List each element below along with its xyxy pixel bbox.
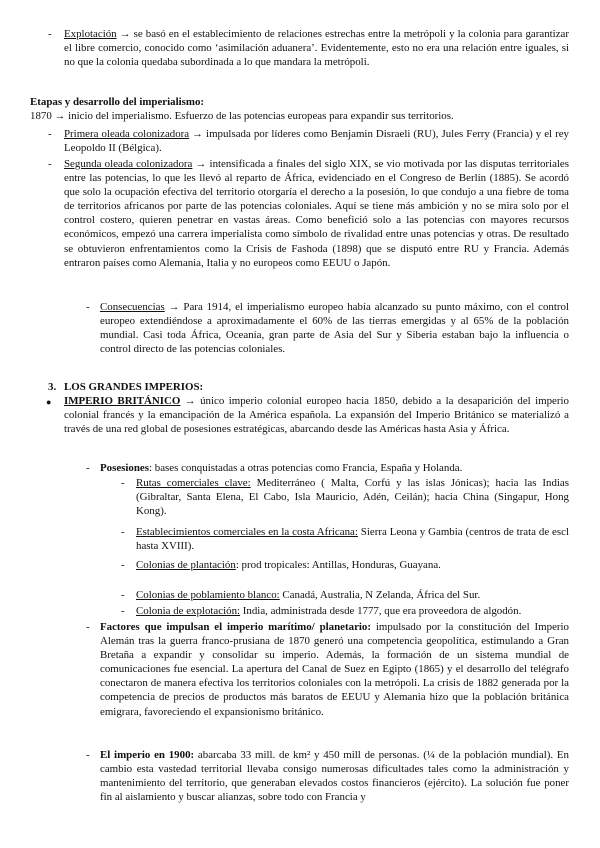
rutas-comerciales-text: Mediterráneo ( Malta, Corfú y las islas Jónicas); hacia las Indias (Gibraltar, Santa Elena, El Cabo, Isla Mauricio, Adén, Ceilán); hacia China (Singapur, Hong Kong).	[136, 477, 569, 518]
list-dash: -	[86, 749, 90, 761]
colonias-plantacion-text: : prod tropicales: Antillas, Honduras, Guayana.	[235, 559, 441, 571]
colonias-plantacion-term: Colonias de plantación	[136, 559, 236, 571]
list-dash: -	[121, 477, 125, 489]
imperio-britanico-item	[64, 394, 569, 436]
list-dash: -	[121, 526, 125, 538]
factores-label: Factores que impulsan el imperio marítimo/ planetario:	[100, 621, 372, 633]
explotacion-item	[64, 27, 569, 69]
list-dash: -	[86, 301, 90, 313]
segunda-oleada-text: → intensificada a finales del siglo XIX, se vio motivada por las disputas territoriales entre las potencias, lo que les llevó al reparto de África, evidenciado en el Congreso de Berlín (1885). Se acordó que solo la ocupación efectiva del territorio otorgaría el derecho a la posesión, lo que condujo a una fiebre de toma de territorios africanos por parte de las potencias coloniales. Aquí se tiene más ambición y no se mira solo por el control costero, quieren penetrar en vastas áreas. Como benefició solo a las potencias con mayores recursos económicos, empezó una carrera imperialista como símbolo de rivalidad entre unas potencias y otras. De resultado se obtuvieron enfrentamientos como la Crisis de Fashoda (1898) que se disputó entre RU y Francia. Además entraron países como Alemania, Italia y no europeos como EEUU o Japón.	[64, 158, 570, 269]
imperio-1900-item	[100, 748, 569, 804]
list-dash: -	[48, 28, 52, 40]
list-dash: -	[48, 158, 52, 170]
colonias-plantacion-item	[136, 558, 569, 572]
primera-oleada-item	[64, 127, 569, 155]
colonias-poblamiento-term: Colonias de poblamiento blanco:	[136, 589, 280, 601]
consecuencias-text: → Para 1914, el imperialismo europeo había alcanzado su punto máximo, con el control europeo extendiéndose a aproximadamente el 60% de las tierras emergidas y al 65% de la población mundial. Casi toda África, Oceanía, gran parte de Asia del Sur y Siberia estaban bajo la influencia o control directo de las potencias coloniales.	[100, 301, 569, 356]
list-dash: -	[86, 462, 90, 474]
explotacion-text: → se basó en el establecimiento de relaciones estrechas entre la metrópoli y la colonia para garantizar el libre comercio, conocido como ‘asimilación aduanera’. Evidentemente, esto no era una relación entre iguales, si no que la colonia quedaba subordinada a lo que mandara la metrópoli.	[64, 28, 569, 69]
establecimientos-term: Establecimientos comerciales en la costa Africana:	[136, 526, 358, 538]
explotacion-term: Explotación	[64, 28, 117, 40]
colonia-explotacion-term: Colonia de explotación:	[136, 605, 241, 617]
list-dash: -	[121, 605, 125, 617]
bullet-icon: ●	[46, 397, 52, 407]
list-dash: -	[121, 559, 125, 571]
etapas-heading: Etapas y desarrollo del imperialismo:	[30, 96, 205, 108]
imperio-1900-label: El imperio en 1900:	[100, 749, 195, 761]
factores-item	[100, 620, 569, 719]
posesiones-label: Posesiones	[100, 462, 150, 474]
rutas-comerciales-item	[136, 476, 569, 518]
section-title: LOS GRANDES IMPERIOS:	[64, 381, 204, 393]
imperio-1900-text: abarcaba 33 mill. de km² y 450 mill de personas. (¼ de la población mundial). En cambio esta vastedad territorial llevaba consigo numerosas dificultades tales como la administración y mantenimiento del territorio, que generaban elevados costos financieros (ejército). La solución fue poner fin al aislamiento y buscar alianzas, sobre todo con Francia y	[100, 749, 569, 804]
colonia-explotacion-item	[136, 604, 569, 618]
posesiones-item	[100, 461, 569, 475]
list-dash: -	[121, 589, 125, 601]
list-dash: -	[86, 621, 90, 633]
imperio-britanico-text: → único imperio colonial europeo hacia 1850, debido a la desaparición del imperio colonial francés y la emancipación de la América española. La expansión del Imperio Británico se materializó a través de una red global de posesiones estratégicas, abarcando desde las Américas hasta Asia y África.	[64, 395, 569, 436]
etapas-intro: 1870 → inicio del imperialismo. Esfuerzo de las potencias europeas para expandir sus territorios.	[30, 110, 454, 122]
colonias-poblamiento-item	[136, 588, 569, 602]
primera-oleada-term: Primera oleada colonizadora	[64, 128, 190, 140]
primera-oleada-text: → impulsada por líderes como Benjamin Disraeli (RU), Jules Ferry (Francia) y el rey Leopoldo II (Bélgica).	[64, 128, 569, 155]
factores-text: impulsado por la constitución del Imperio Alemán tras la guerra franco-prusiana de 1870 generó una competencia geopolítica, estimulando a Gran Bretaña a expandir y consolidar su imperio. Además, la formación de un sistema mundial de comunicaciones fue esencial. La apertura del Canal de Suez en Egipto (1865) y el desarrollo del telégrafo conectaron de manera efectiva los territorios coloniales con la metrópoli. La crisis de 1882 generada por la competencia de precios de productos más baratos de EEUU y Alemania hizo que la población británica emigrara, favoreciendo el expansionismo británico.	[100, 621, 570, 718]
segunda-oleada-term: Segunda oleada colonizadora	[64, 158, 193, 170]
list-dash: -	[48, 128, 52, 140]
posesiones-text: : bases conquistadas a otras potencias como Francia, España y Holanda.	[149, 462, 463, 474]
section-number: 3.	[48, 381, 57, 393]
establecimientos-item	[136, 525, 569, 553]
consecuencias-term: Consecuencias	[100, 301, 165, 313]
rutas-comerciales-term: Rutas comerciales clave:	[136, 477, 251, 489]
consecuencias-item	[100, 300, 569, 356]
imperio-britanico-term: IMPERIO BRITÁNICO	[64, 395, 181, 407]
establecimientos-text: Sierra Leona y Gambia (centros de trata de escl hasta XVIII).	[136, 526, 569, 553]
colonia-explotacion-text: India, administrada desde 1777, que era proveedora de algodón.	[240, 605, 522, 617]
segunda-oleada-item	[64, 157, 569, 270]
colonias-poblamiento-text: Canadá, Australia, N Zelanda, África del Sur.	[279, 589, 481, 601]
